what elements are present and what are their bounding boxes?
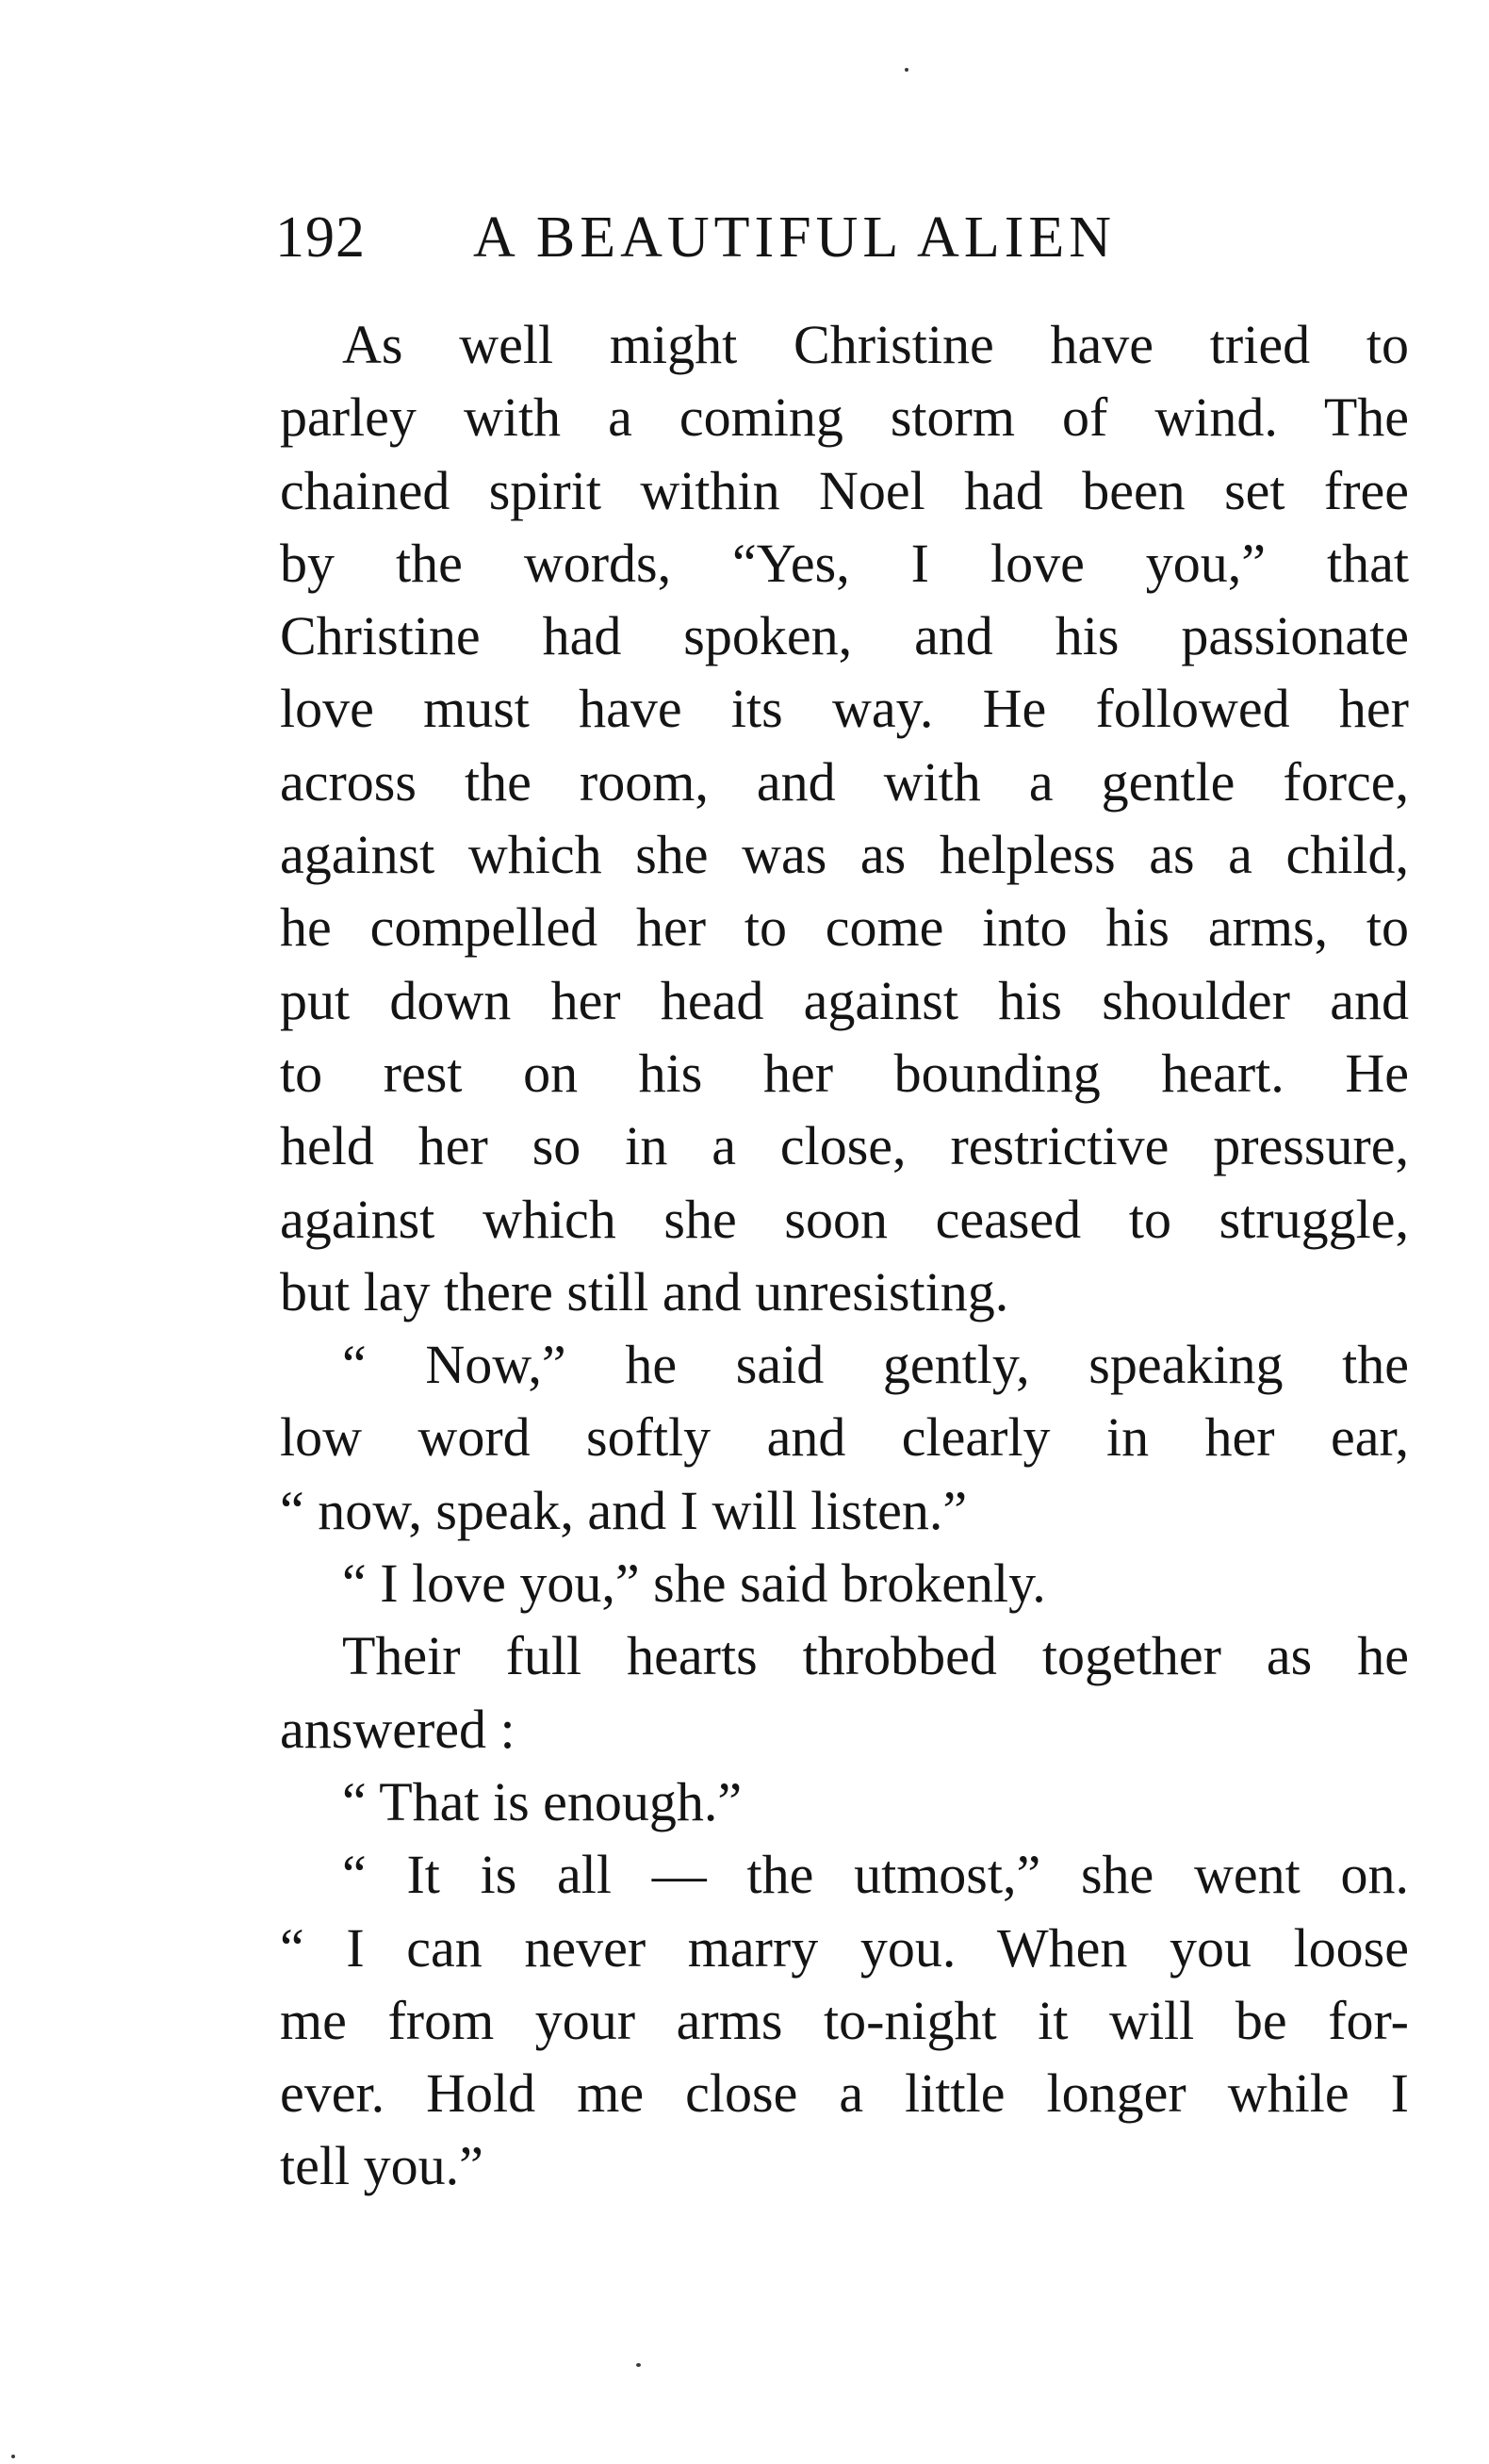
text-line: “ Now,” he said gently, speaking the xyxy=(342,1334,1409,1396)
print-speck xyxy=(636,2363,641,2367)
text-line: “ now, speak, and I will listen.” xyxy=(280,1479,968,1541)
text-line: Their full hearts throbbed together as he xyxy=(342,1625,1409,1687)
text-line: Christine had spoken, and his passionate xyxy=(280,605,1409,667)
text-line: tell you.” xyxy=(280,2135,483,2197)
text-line: by the words, “Yes, I love you,” that xyxy=(280,532,1409,594)
text-line: he compelled her to come into his arms, to xyxy=(280,896,1409,959)
text-line: parley with a coming storm of wind. The xyxy=(280,386,1409,449)
text-line: against which she was as helpless as a child, xyxy=(280,824,1409,886)
text-line: “ It is all — the utmost,” she went on. xyxy=(342,1844,1409,1906)
text-line: answered : xyxy=(280,1698,515,1760)
text-line: against which she soon ceased to struggle, xyxy=(280,1188,1409,1250)
text-line: but lay there still and unresisting. xyxy=(280,1260,1009,1322)
text-line: “ That is enough.” xyxy=(342,1770,743,1832)
page-number: 192 xyxy=(275,205,366,270)
text-line: “ I can never marry you. When you loose xyxy=(280,1916,1409,1979)
running-title: A BEAUTIFUL ALIEN xyxy=(473,205,1116,270)
text-line: across the room, and with a gentle force, xyxy=(280,750,1409,813)
text-line: ever. Hold me close a little longer while I xyxy=(280,2062,1409,2125)
text-line: me from your arms to-night it will be for- xyxy=(280,1989,1409,2051)
text-line: to rest on his her bounding heart. He xyxy=(280,1042,1409,1104)
text-line: put down her head against his shoulder and xyxy=(280,969,1409,1031)
text-line: As well might Christine have tried to xyxy=(342,314,1409,375)
text-line: “ I love you,” she said brokenly. xyxy=(342,1552,1046,1615)
print-speck xyxy=(11,2455,15,2458)
text-line: love must have its way. He followed her xyxy=(280,678,1409,740)
body-text xyxy=(280,308,1409,2203)
text-line: low word softly and clearly in her ear, xyxy=(280,1406,1409,1469)
page-header xyxy=(275,200,1406,275)
print-speck xyxy=(905,68,908,72)
text-line: chained spirit within Noel had been set free xyxy=(280,459,1409,521)
text-line: held her so in a close, restrictive pressure, xyxy=(280,1115,1409,1177)
